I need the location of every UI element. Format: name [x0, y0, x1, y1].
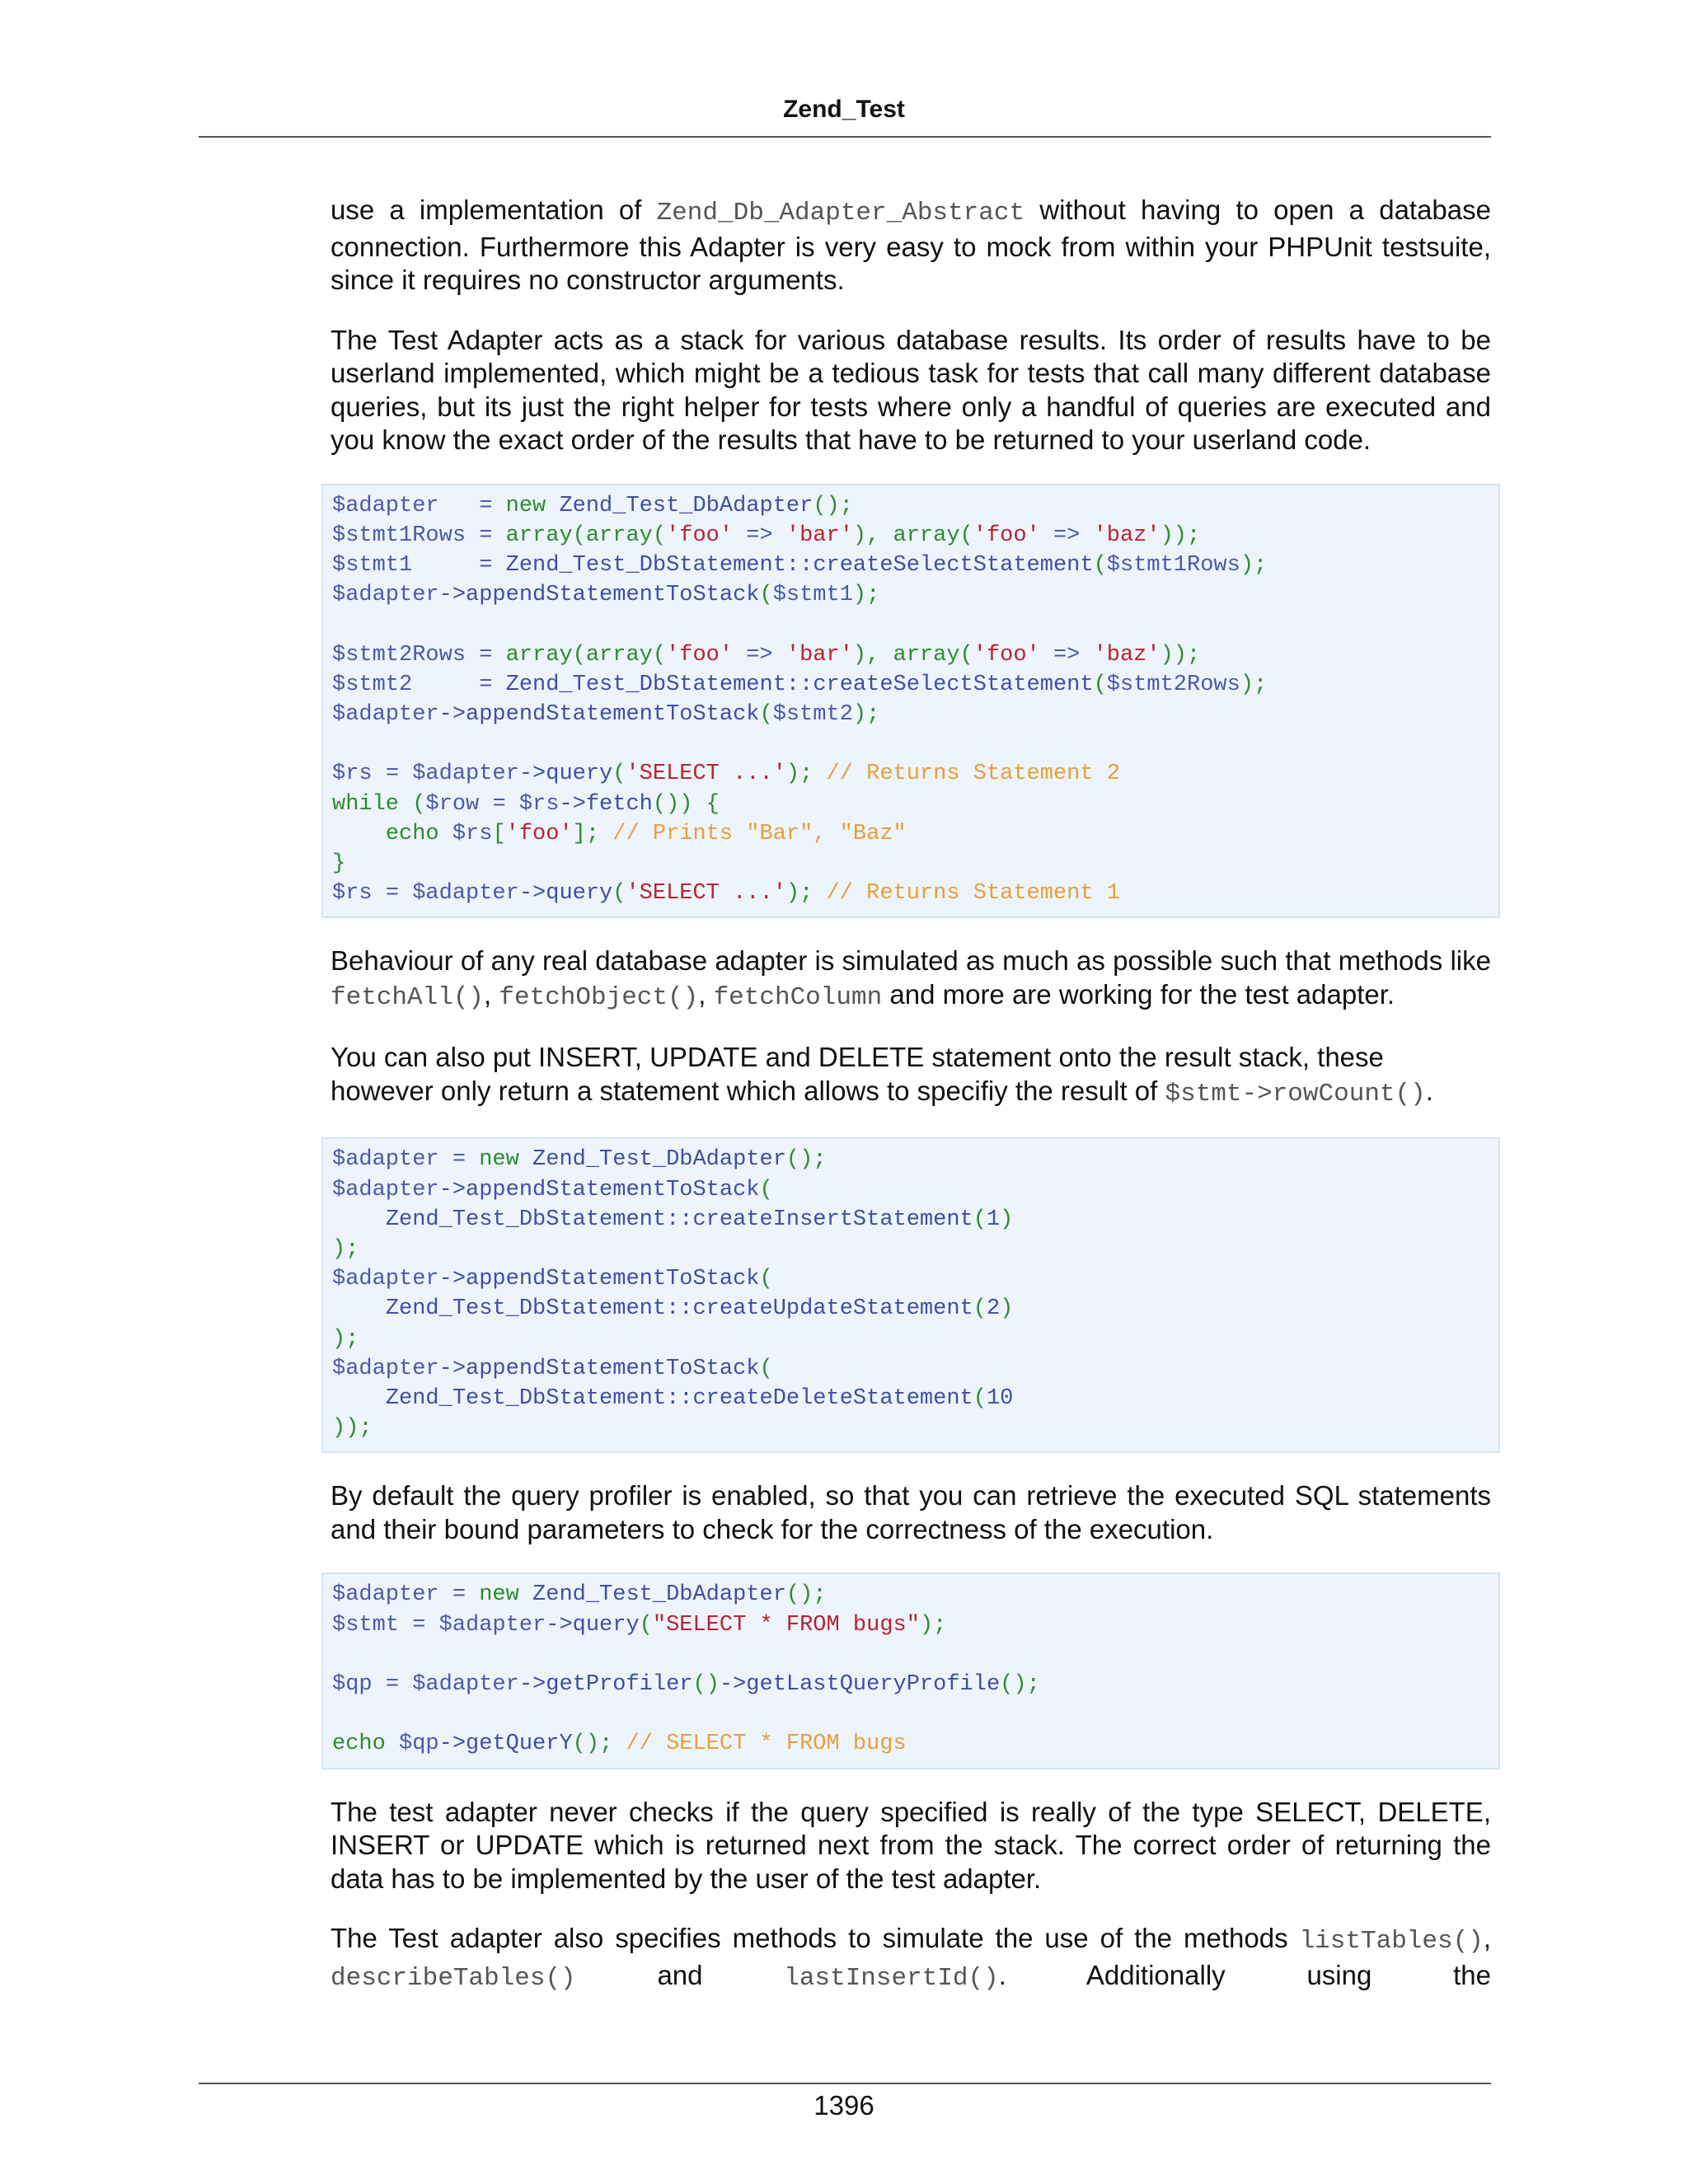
code-block-profiler: $adapter = new Zend_Test_DbAdapter(); $stmt = $adapter->query("SELECT * FROM bugs"); $qp = $adapter->getProfiler()->getLastQueryProfile(); echo $qp->getQuerY(); // SELECT * FROM bugs: [321, 1572, 1500, 1769]
paragraph-behaviour: [331, 944, 1491, 1015]
paragraph-text: . Additionally using the: [998, 1959, 1491, 1990]
paragraph-text: and more are working for the test adapter.: [882, 978, 1395, 1010]
page-content: [331, 194, 1491, 2022]
paragraph-query-check: The test adapter never checks if the query specified is really of the type SELECT, DELETE, INSERT or UPDATE which is returned next from the stack. The correct order of returning the data has to be implemented by the user of the test adapter.: [331, 1796, 1491, 1894]
footer-divider: [199, 2083, 1491, 2084]
page-number: 1396: [814, 2090, 874, 2121]
paragraph-text: You can also put INSERT, UPDATE and DELETE statement onto the result stack, these however only return a statement which allows to specifiy the result of: [331, 1042, 1384, 1106]
code-block-statements: $adapter = new Zend_Test_DbAdapter(); $adapter->appendStatementToStack( Zend_Test_DbStatement::createInsertStatement(1) ); $adapter->appendStatementToStack( Zend_Test_DbStatement::createUpdateStatement(2) ); $adapter->appendStatementToStack( Zend_Test_DbStatement::createDeleteStatement(10 ));: [321, 1137, 1500, 1453]
paragraph-text: ,: [698, 978, 714, 1010]
inline-code: lastInsertId(): [784, 1963, 999, 1993]
paragraph-profiler: By default the query profiler is enabled, so that you can retrieve the executed SQL statements and their bound parameters to check for the correctness of the execution.: [331, 1480, 1491, 1544]
inline-code: $stmt->rowCount(): [1165, 1079, 1426, 1108]
inline-code: describeTables(): [331, 1963, 576, 1993]
paragraph-text: .: [1425, 1075, 1433, 1106]
paragraph-text: and: [575, 1959, 785, 1990]
paragraph-intro: [331, 194, 1491, 298]
paragraph-insert-update-delete: [331, 1041, 1491, 1111]
inline-code: fetchColumn: [713, 982, 883, 1012]
paragraph-text: use a implementation of: [331, 194, 657, 225]
paragraph-text: ,: [484, 978, 499, 1010]
paragraph-text: Behaviour of any real database adapter is simulated as much as possible such that methods like: [331, 945, 1491, 977]
inline-code: fetchAll(): [331, 982, 485, 1012]
paragraph-text: ,: [1483, 1923, 1491, 1954]
paragraph-text: without having to open a database connection. Furthermore this Adapter is very easy to mock from within your PHPUnit testsuite, since it requires no constructor arguments.: [331, 194, 1491, 295]
paragraph-text: The Test adapter also specifies methods to simulate the use of the methods: [331, 1923, 1300, 1954]
header-divider: [199, 136, 1491, 138]
inline-code: fetchObject(): [499, 982, 699, 1012]
page-header-title: Zend_Test: [783, 96, 905, 123]
inline-code: listTables(): [1299, 1927, 1484, 1957]
paragraph-stack: The Test Adapter acts as a stack for various database results. Its order of results have to be userland implemented, which might be a tedious task for tests that call many different database queries, but its just the right helper for tests where only a handful of queries are executed and you know the exact order of the results that have to be returned to your userland code.: [331, 324, 1491, 455]
inline-code: Zend_Db_Adapter_Abstract: [656, 199, 1025, 227]
paragraph-methods: [331, 1922, 1491, 1995]
code-block-stack: $adapter = new Zend_Test_DbAdapter(); $stmt1Rows = array(array('foo' => 'bar'), array('foo' => 'baz')); $stmt1 = Zend_Test_DbStatement::createSelectStatement($stmt1Rows); $adapter->appendStatementToStack($stmt1); $stmt2Rows = array(array('foo' => 'bar'), array('foo' => 'baz')); $stmt2 = Zend_Test_DbStatement::createSelectStatement($stmt2Rows); $adapter->appendStatementToStack($stmt2); $rs = $adapter->query('SELECT ...'); // Returns Statement 2 while ($row = $rs->fetch()) { echo $rs['foo']; // Prints "Bar", "Baz" } $rs = $adapter->query('SELECT ...'); // Returns Statement 1: [321, 484, 1500, 919]
